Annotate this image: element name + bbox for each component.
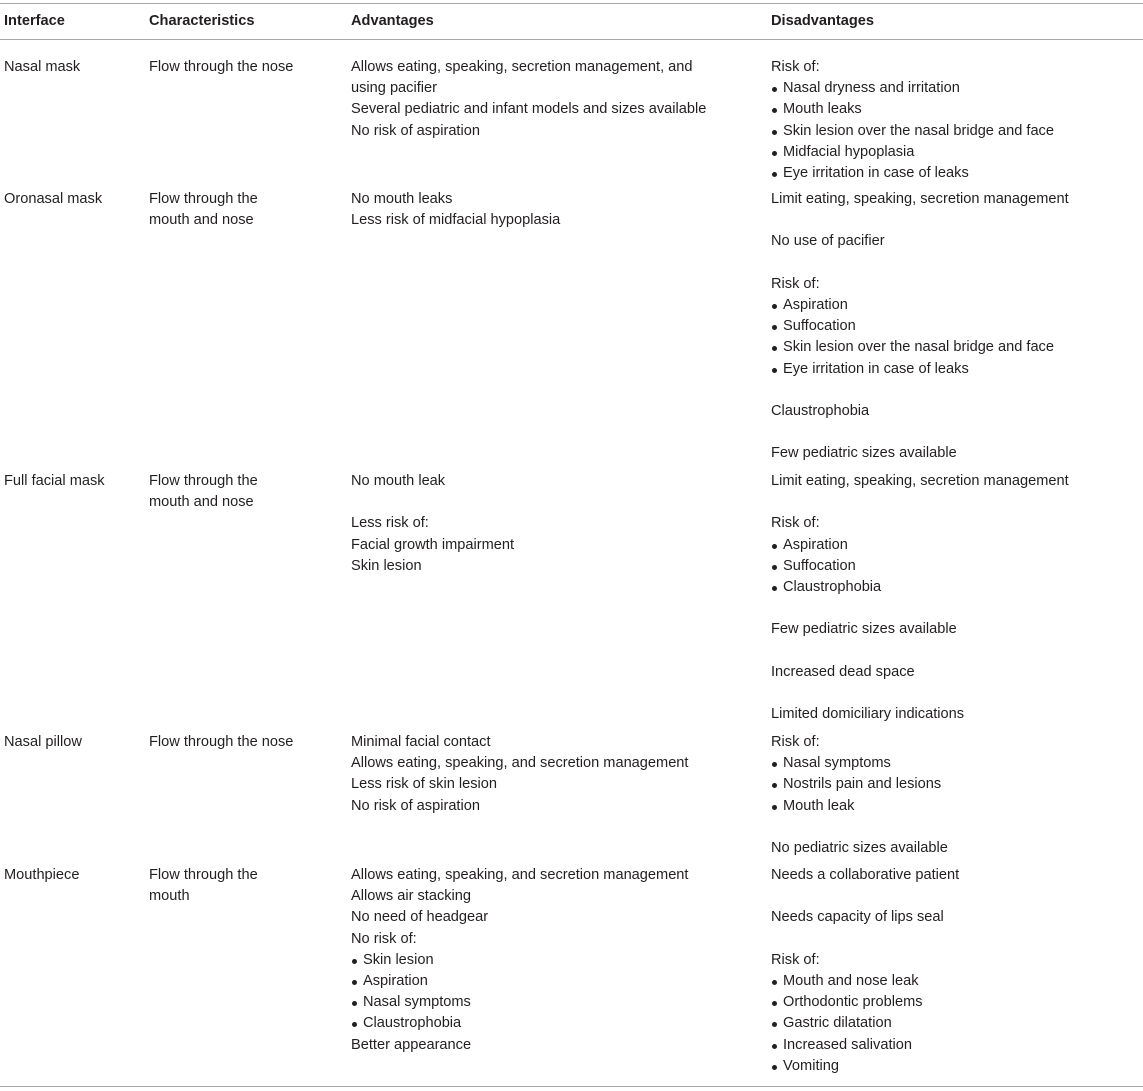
cell-line: Flow through the nose (149, 734, 294, 750)
cell-line (771, 422, 1141, 443)
cell-line (771, 817, 1141, 838)
cell-line: No need of headgear (351, 909, 489, 926)
bullet-item: Nasal symptoms (351, 992, 756, 1013)
cell-line: Less risk of midfacial hypoplasia (351, 212, 561, 229)
cell-line (771, 492, 1141, 513)
cell-line: Flow through the (149, 191, 258, 207)
cell-line: Risk of: (771, 275, 820, 292)
bullet-item: Skin lesion over the nasal bridge and face (771, 121, 1141, 142)
cell-line: No risk of aspiration (351, 797, 480, 814)
bullet-item: Vomiting (771, 1056, 1141, 1077)
cell-line: Flow through the nose (149, 59, 294, 75)
cell-line: Facial growth impairment (351, 536, 515, 553)
bullet-item: Orthodontic problems (771, 992, 1141, 1013)
cell-line (351, 492, 756, 513)
interface-cell (4, 865, 144, 886)
cell-line: Less risk of: (351, 515, 429, 532)
characteristics-cell (149, 865, 344, 907)
cell-line: Allows eating, speaking, and secretion management (351, 755, 689, 772)
table-bottom-rule (0, 1086, 1143, 1087)
bullet-item: Nasal symptoms (771, 753, 1141, 774)
advantages-cell (351, 865, 756, 1056)
cell-line (771, 210, 1141, 231)
cell-line: Several pediatric and infant models and sizes available (351, 101, 707, 118)
disadvantages-cell (771, 189, 1141, 465)
interface-cell (4, 732, 144, 753)
cell-line: mouth and nose (149, 494, 254, 511)
cell-line (771, 683, 1141, 704)
cell-line: Flow through the (149, 473, 258, 489)
cell-line: Risk of: (771, 951, 820, 968)
characteristics-cell (149, 189, 344, 231)
cell-line: Full facial mask (4, 473, 105, 489)
cell-line: No mouth leak (351, 473, 446, 489)
bullet-item: Eye irritation in case of leaks (771, 359, 1141, 380)
header-disadvantages: Disadvantages (771, 13, 875, 29)
interface-cell (4, 57, 144, 78)
cell-line: using pacifier (351, 80, 437, 97)
cell-line: mouth and nose (149, 212, 254, 229)
cell-line: No use of pacifier (771, 233, 885, 250)
disadvantages-cell (771, 865, 1141, 1077)
cell-line (771, 253, 1141, 274)
disadvantages-cell (771, 732, 1141, 859)
cell-line: Limit eating, speaking, secretion management (771, 191, 1069, 207)
cell-line: Less risk of skin lesion (351, 776, 497, 793)
cell-line: No mouth leaks (351, 191, 453, 207)
bullet-item: Increased salivation (771, 1035, 1141, 1056)
disadvantages-cell (771, 57, 1141, 184)
bullet-item: Nostrils pain and lesions (771, 774, 1141, 795)
bullet-item: Aspiration (351, 971, 756, 992)
cell-line (771, 380, 1141, 401)
cell-line (771, 886, 1141, 907)
cell-line: Few pediatric sizes available (771, 621, 957, 638)
interface-cell (4, 189, 144, 210)
advantages-cell (351, 57, 756, 142)
advantages-cell (351, 189, 756, 231)
cell-line (771, 598, 1141, 619)
header-advantages: Advantages (351, 13, 434, 29)
characteristics-cell (149, 732, 344, 753)
cell-line: Risk of: (771, 59, 820, 75)
cell-line: Allows air stacking (351, 888, 472, 905)
bullet-item: Eye irritation in case of leaks (771, 163, 1141, 184)
bullet-item: Skin lesion (351, 950, 756, 971)
advantages-cell (351, 732, 756, 817)
bullet-item: Skin lesion over the nasal bridge and face (771, 337, 1141, 358)
bullet-item: Claustrophobia (771, 577, 1141, 598)
characteristics-cell (149, 471, 344, 513)
bullet-item: Aspiration (771, 535, 1141, 556)
bullet-item: Nasal dryness and irritation (771, 78, 1141, 99)
cell-line: Allows eating, speaking, and secretion management (351, 867, 689, 883)
cell-line: Few pediatric sizes available (771, 445, 957, 462)
cell-line: Risk of: (771, 734, 820, 750)
interface-cell (4, 471, 144, 492)
cell-line: Skin lesion (351, 557, 422, 574)
cell-line: Increased dead space (771, 663, 915, 680)
characteristics-cell (149, 57, 344, 78)
cell-line: Allows eating, speaking, secretion management, and (351, 59, 693, 75)
cell-line: Better appearance (351, 1036, 472, 1053)
cell-line: No risk of: (351, 930, 417, 947)
bullet-item: Mouth leaks (771, 99, 1141, 120)
cell-line: Mouthpiece (4, 867, 80, 883)
cell-line: Nasal pillow (4, 734, 82, 750)
bullet-item: Aspiration (771, 295, 1141, 316)
header-characteristics: Characteristics (149, 13, 255, 29)
bullet-item: Mouth leak (771, 796, 1141, 817)
bullet-item: Mouth and nose leak (771, 971, 1141, 992)
cell-line: Nasal mask (4, 59, 81, 75)
table-header-rule (0, 39, 1143, 40)
cell-line: Claustrophobia (771, 402, 870, 419)
header-interface: Interface (4, 13, 65, 29)
cell-line: No pediatric sizes available (771, 840, 948, 856)
cell-line: Oronasal mask (4, 191, 103, 207)
disadvantages-cell (771, 471, 1141, 725)
cell-line: Flow through the (149, 867, 258, 883)
table-top-rule (0, 3, 1143, 4)
cell-line: Limit eating, speaking, secretion management (771, 473, 1069, 489)
bullet-item: Claustrophobia (351, 1013, 756, 1034)
bullet-item: Midfacial hypoplasia (771, 142, 1141, 163)
cell-line: Needs capacity of lips seal (771, 909, 944, 926)
cell-line: Risk of: (771, 515, 820, 532)
advantages-cell (351, 471, 756, 577)
cell-line (771, 641, 1141, 662)
cell-line: Needs a collaborative patient (771, 867, 960, 883)
cell-line: mouth (149, 888, 190, 905)
cell-line: Limited domiciliary indications (771, 706, 965, 723)
bullet-item: Gastric dilatation (771, 1013, 1141, 1034)
cell-line (771, 929, 1141, 950)
bullet-item: Suffocation (771, 556, 1141, 577)
cell-line: No risk of aspiration (351, 122, 480, 139)
cell-line: Minimal facial contact (351, 734, 491, 750)
bullet-item: Suffocation (771, 316, 1141, 337)
